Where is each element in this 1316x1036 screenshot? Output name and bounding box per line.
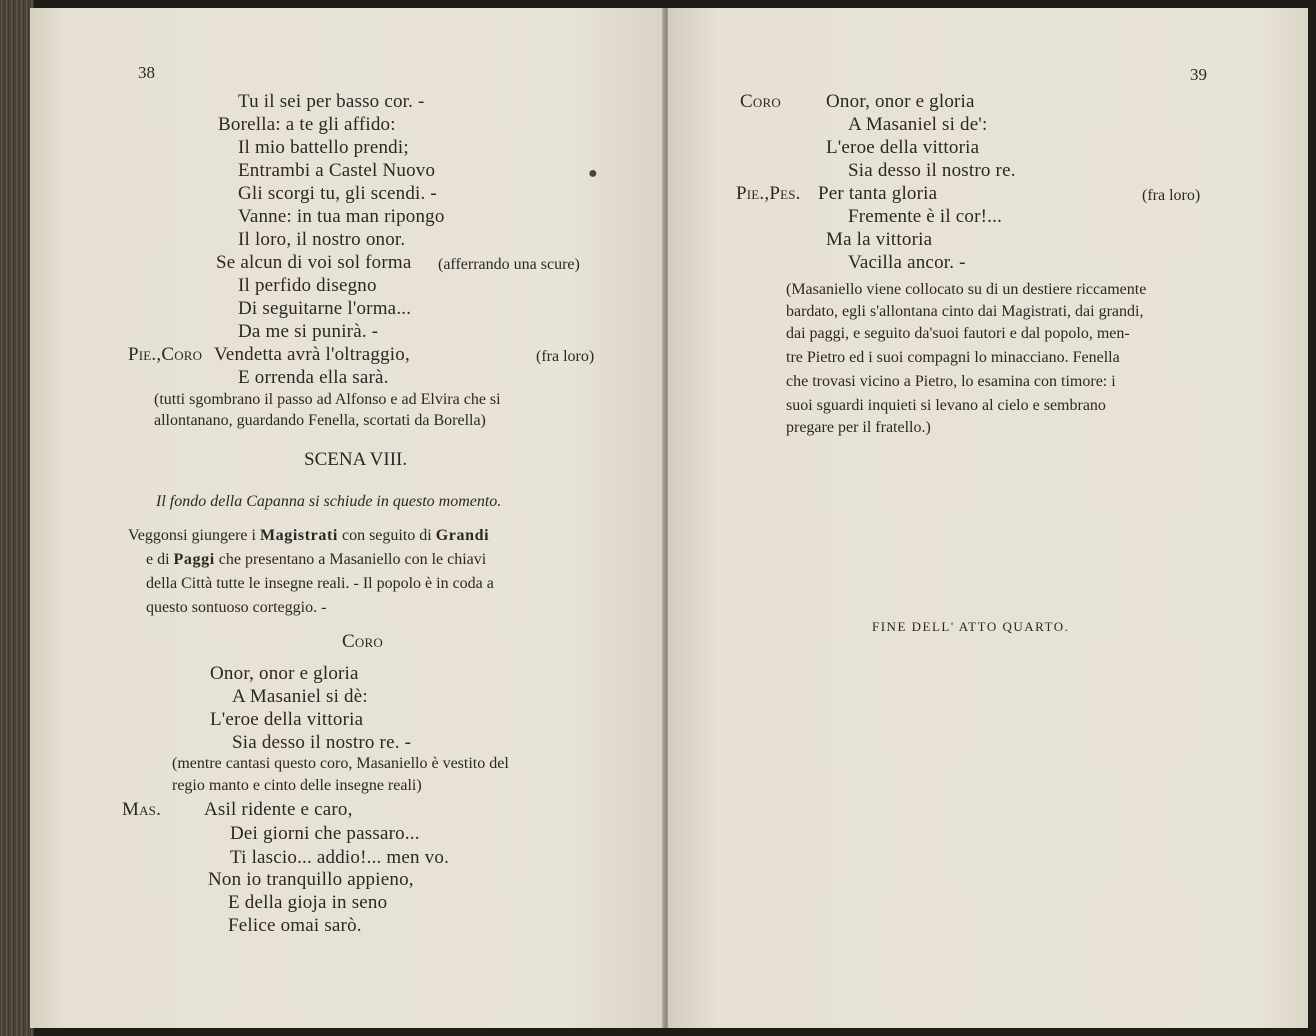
verse-line: Ma la vittoria [826,229,933,250]
description-text: con seguito di [341,527,432,544]
stage-direction: dai paggi, e seguito da'suoi fautori e dal popolo, men- [786,325,1130,342]
speaker-label: Coro [740,91,781,112]
verse-line: Se alcun di voi sol forma [216,252,412,273]
scene-description-line [146,552,486,568]
stage-direction: (afferrando una scure) [438,256,580,273]
verse-line: Il mio battello prendi; [238,137,409,158]
verse-line: L'eroe della vittoria [826,137,980,158]
stage-direction: bardato, egli s'allontana cinto dai Magistrati, dai grandi, [786,303,1144,320]
stage-direction: (tutti sgombrano il passo ad Alfonso e ad Elvira che si [154,391,501,408]
verse-line: Non io tranquillo appieno, [208,869,414,890]
stage-direction: allontanano, guardando Fenella, scortati da Borella) [154,412,486,429]
verse-line: Dei giorni che passaro... [230,823,420,844]
verse-line: Vendetta avrà l'oltraggio, [214,344,410,365]
verse-line: Onor, onor e gloria [210,663,359,684]
verse-line: Sia desso il nostro re. - [232,732,412,753]
verse-line: A Masaniel si de': [848,114,988,135]
stage-direction: che trovasi vicino a Pietro, lo esamina con timore: i [786,373,1116,390]
speaker-label: Pie.,Coro [128,344,203,365]
scene-description-line: della Città tutte le insegne reali. - Il popolo è in coda a [146,575,494,592]
description-bold: Grandi [435,527,490,544]
verse-line: Il loro, il nostro onor. [238,229,406,250]
left-page [30,8,664,1028]
verse-line: Ti lascio... addio!... men vo. [230,847,450,868]
scene-title: SCENA VIII. [304,449,408,470]
stage-direction: regio manto e cinto delle insegne reali) [172,777,422,794]
ink-mark: ● [588,165,598,182]
verse-line: Onor, onor e gloria [826,91,975,112]
stage-direction: pregare per il fratello.) [786,419,931,436]
stage-direction: (Masaniello viene collocato su di un destiere riccamente [786,281,1147,298]
coro-heading: Coro [342,631,383,652]
page-number-right: 39 [1190,65,1207,84]
verse-line: Per tanta gloria [818,183,938,204]
stage-direction: (fra loro) [536,348,595,365]
description-text: Veggonsi giungere i [128,527,256,544]
verse-line: Felice omai sarò. [228,915,362,936]
verse-line: E della gioja in seno [228,892,388,913]
verse-line: A Masaniel si dè: [232,686,368,707]
verse-line: Entrambi a Castel Nuovo [238,160,436,181]
speaker-label: Pie.,Pes. [736,183,801,204]
verse-line: Vanne: in tua man ripongo [238,206,445,227]
stage-direction: (mentre cantasi questo coro, Masaniello è vestito del [172,755,509,772]
verse-line: Borella: a te gli affido: [218,114,396,135]
verse-line: Fremente è il cor!... [848,206,1003,227]
verse-line: Gli scorgi tu, gli scendi. - [238,183,437,204]
page-number-left: 38 [138,63,155,82]
verse-line: Di seguitarne l'orma... [238,298,412,319]
verse-line: Da me si punirà. - [238,321,379,342]
stage-direction: tre Pietro ed i suoi compagni lo minacciano. Fenella [786,349,1120,366]
description-text: che presentano a Masaniello con le chiavi [218,551,487,568]
verse-line: Vacilla ancor. - [848,252,966,273]
description-bold: Paggi [173,551,215,568]
scene-description-line: questo sontuoso corteggio. - [146,599,327,616]
verse-line: L'eroe della vittoria [210,709,364,730]
verse-line: Asil ridente e caro, [204,799,353,820]
verse-line: Tu il sei per basso cor. - [238,91,425,112]
verse-line: E orrenda ella sarà. [238,367,389,388]
book-edge [0,0,34,1036]
scene-subtitle: Il fondo della Capanna si schiude in questo momento. [156,493,502,510]
verse-line: Sia desso il nostro re. [848,160,1016,181]
description-text: e di [146,551,170,568]
speaker-label: Mas. [122,799,162,820]
scene-description-line [128,528,489,544]
right-page [668,8,1308,1028]
verse-line: Il perfido disegno [238,275,377,296]
stage-direction: (fra loro) [1142,187,1201,204]
description-bold: Magistrati [259,527,338,544]
stage-direction: suoi sguardi inquieti si levano al cielo e sembrano [786,397,1106,414]
act-end-title: FINE DELL' ATTO QUARTO. [872,619,1070,634]
